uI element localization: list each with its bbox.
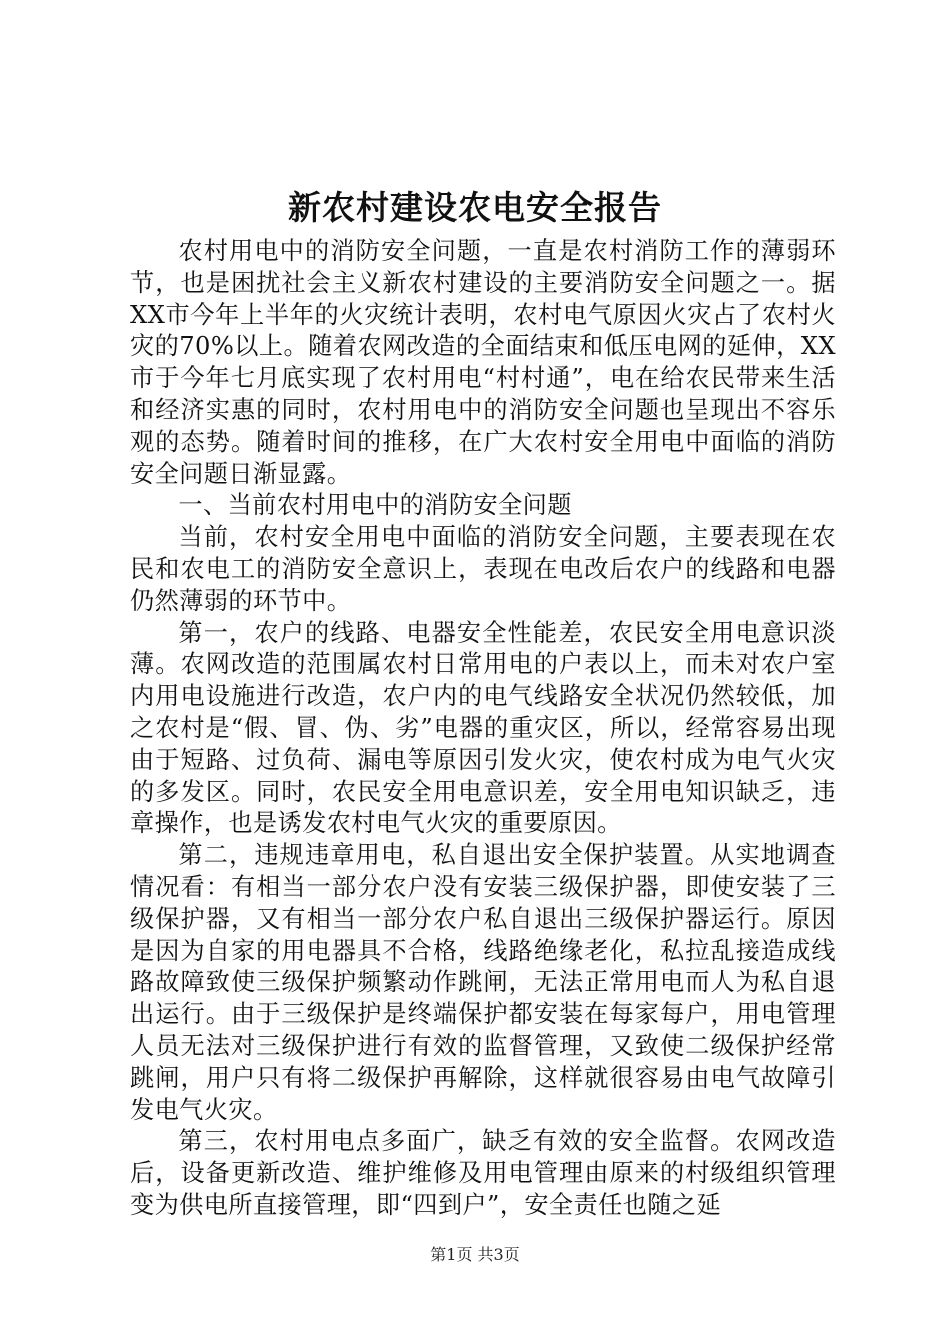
paragraph-overview: 当前，农村安全用电中面临的消防安全问题，主要表现在农民和农电工的消防安全意识上，表现在电改后农户的线路和电器仍然薄弱的环节中。: [130, 523, 836, 615]
paragraph-first: 第一，农户的线路、电器安全性能差，农民安全用电意识淡薄。农网改造的范围属农村日常用电的户表以上，而未对农户室内用电设施进行改造，农户内的电气线路安全状况仍然较低，加之农村是“假、冒、伪、劣”电器的重灾区，所以，经常容易出现由于短路、过负荷、漏电等原因引发火灾，使农村成为电气火灾的多发区。同时，农民安全用电意识差，安全用电知识缺乏，违章操作，也是诱发农村电气火灾的重要原因。: [130, 618, 836, 838]
paragraph-third: 第三，农村用电点多面广，缺乏有效的安全监督。农网改造后，设备更新改造、维护维修及用电管理由原来的村级组织管理变为供电所直接管理，即“四到户”，安全责任也随之延: [130, 1127, 836, 1219]
document-title: 新农村建设农电安全报告: [288, 188, 662, 227]
document-body: [130, 236, 836, 1222]
paragraph-intro: 农村用电中的消防安全问题，一直是农村消防工作的薄弱环节，也是困扰社会主义新农村建设的主要消防安全问题之一。据XX市今年上半年的火灾统计表明，农村电气原因火灾占了农村火灾的70%以上。随着农网改造的全面结束和低压电网的延伸，XX市于今年七月底实现了农村用电“村村通”，电在给农民带来生活和经济实惠的同时，农村用电中的消防安全问题也呈现出不容乐观的态势。随着时间的推移，在广大农村安全用电中面临的消防安全问题日渐显露。: [130, 237, 836, 488]
page-footer: 第1页 共3页: [430, 1245, 520, 1264]
paragraph-second: 第二，违规违章用电，私自退出安全保护装置。从实地调查情况看：有相当一部分农户没有安装三级保护器，即使安装了三级保护器，又有相当一部分农户私自退出三级保护器运行。原因是因为自家的用电器具不合格，线路绝缘老化，私拉乱接造成线路故障致使三级保护频繁动作跳闸，无法正常用电而人为私自退出运行。由于三级保护是终端保护都安装在每家每户，用电管理人员无法对三级保护进行有效的监督管理，又致使二级保护经常跳闸，用户只有将二级保护再解除，这样就很容易由电气故障引发电气火灾。: [130, 841, 836, 1124]
section-heading: 一、当前农村用电中的消防安全问题: [178, 491, 572, 520]
